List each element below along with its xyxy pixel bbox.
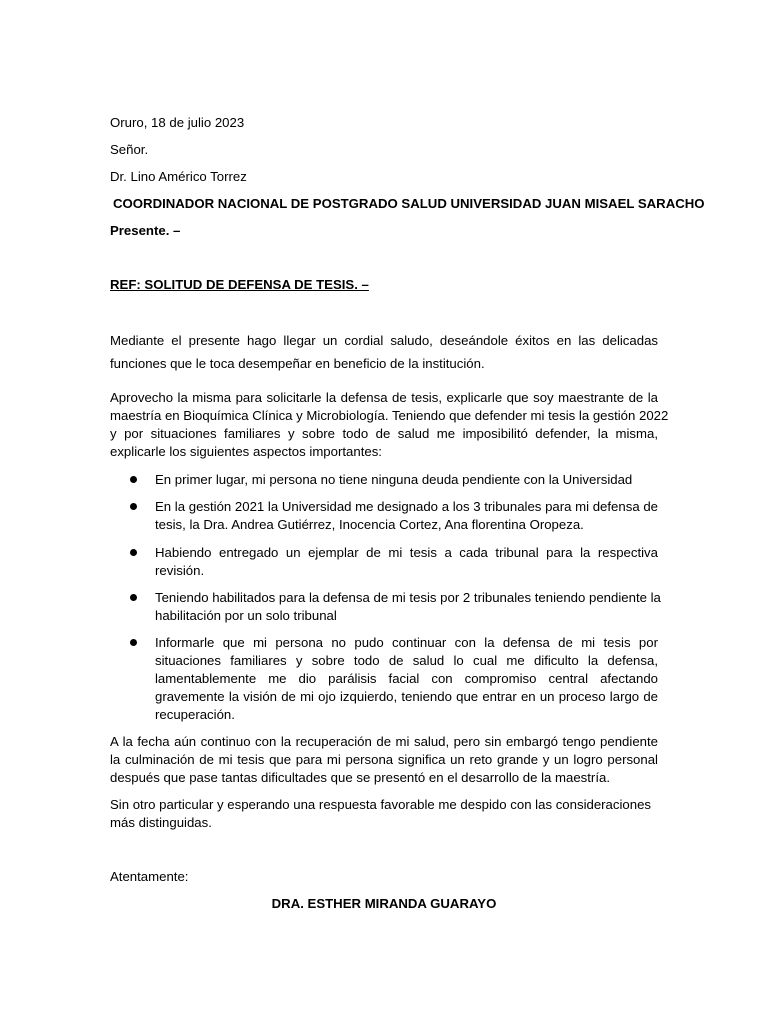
list-item-line: Informarle que mi persona no pudo continuar con la defensa de mi tesis por xyxy=(155,635,658,650)
bullet-icon xyxy=(130,639,137,646)
list-item-line: revisión. xyxy=(155,563,205,578)
status-line: la culminación de mi tesis que para mi persona significa un reto grande y un logro personal xyxy=(110,752,658,767)
recipient-name: Dr. Lino Américo Torrez xyxy=(110,169,247,184)
list-item xyxy=(155,589,661,625)
sign-off: Atentamente: xyxy=(110,869,189,884)
list-item-line: Teniendo habilitados para la defensa de mi tesis por 2 tribunales teniendo pendiente la xyxy=(155,590,661,605)
list-item xyxy=(155,634,658,724)
list-item-line: gravemente la visión de mi ojo izquierdo, teniendo que entrar en un proceso largo de xyxy=(155,689,658,704)
status-line: después que pase tantas dificultades que se presentó en el desarrollo de la maestría. xyxy=(110,770,610,785)
list-item-line: tesis, la Dra. Andrea Gutiérrez, Inocencia Cortez, Ana florentina Oropeza. xyxy=(155,517,584,532)
request-line: Aprovecho la misma para solicitarle la defensa de tesis, explicarle que soy maestrante de la xyxy=(110,390,658,405)
list-item-line: Habiendo entregado un ejemplar de mi tesis a cada tribunal para la respectiva xyxy=(155,545,658,560)
status-line: A la fecha aún continuo con la recuperación de mi salud, pero sin embargó tengo pendiente xyxy=(110,734,658,749)
list-item-line: lamentablemente me dio parálisis facial con compromiso central afectando xyxy=(155,671,658,686)
signature-name: DRA. ESTHER MIRANDA GUARAYO xyxy=(271,896,497,911)
request-line: maestría en Bioquímica Clínica y Microbiología. Teniendo que defender mi tesis la gestión 2022 xyxy=(110,408,669,423)
salutation: Señor. xyxy=(110,142,149,157)
request-line: y por situaciones familiares y sobre todo de salud me imposibilitó defender, la misma, xyxy=(110,426,658,441)
presente-line: Presente. – xyxy=(110,223,181,238)
bullet-icon xyxy=(130,594,137,601)
list-item xyxy=(155,498,658,534)
closing-line: Sin otro particular y esperando una respuesta favorable me despido con las consideraciones xyxy=(110,797,652,812)
list-item-line: situaciones familiares y sobre todo de salud lo cual me dificulto la defensa, xyxy=(155,653,658,668)
status-paragraph xyxy=(110,733,658,787)
intro-line: Mediante el presente hago llegar un cordial saludo, deseándole éxitos en las delicadas xyxy=(110,333,658,348)
bullet-icon xyxy=(130,476,137,483)
intro-line: funciones que le toca desempeñar en beneficio de la institución. xyxy=(110,356,485,371)
list-item-line: recuperación. xyxy=(155,707,235,722)
list-item xyxy=(155,471,658,489)
reference-line: REF: SOLITUD DE DEFENSA DE TESIS. – xyxy=(110,277,369,292)
list-item-line: habilitación por un solo tribunal xyxy=(155,608,337,623)
list-item-line: En la gestión 2021 la Universidad me designado a los 3 tribunales para mi defensa de xyxy=(155,499,658,514)
closing-line: más distinguidas. xyxy=(110,815,212,830)
request-line: explicarle los siguientes aspectos importantes: xyxy=(110,444,382,459)
list-item-line: En primer lugar, mi persona no tiene ninguna deuda pendiente con la Universidad xyxy=(155,472,633,487)
recipient-title: COORDINADOR NACIONAL DE POSTGRADO SALUD UNIVERSIDAD JUAN MISAEL SARACHO xyxy=(113,196,705,211)
date-line: Oruro, 18 de julio 2023 xyxy=(110,115,245,130)
closing-paragraph xyxy=(110,796,658,832)
request-paragraph xyxy=(110,389,669,461)
bullet-icon xyxy=(130,549,137,556)
bullet-icon xyxy=(130,503,137,510)
intro-paragraph xyxy=(110,332,658,373)
list-item xyxy=(155,544,658,580)
